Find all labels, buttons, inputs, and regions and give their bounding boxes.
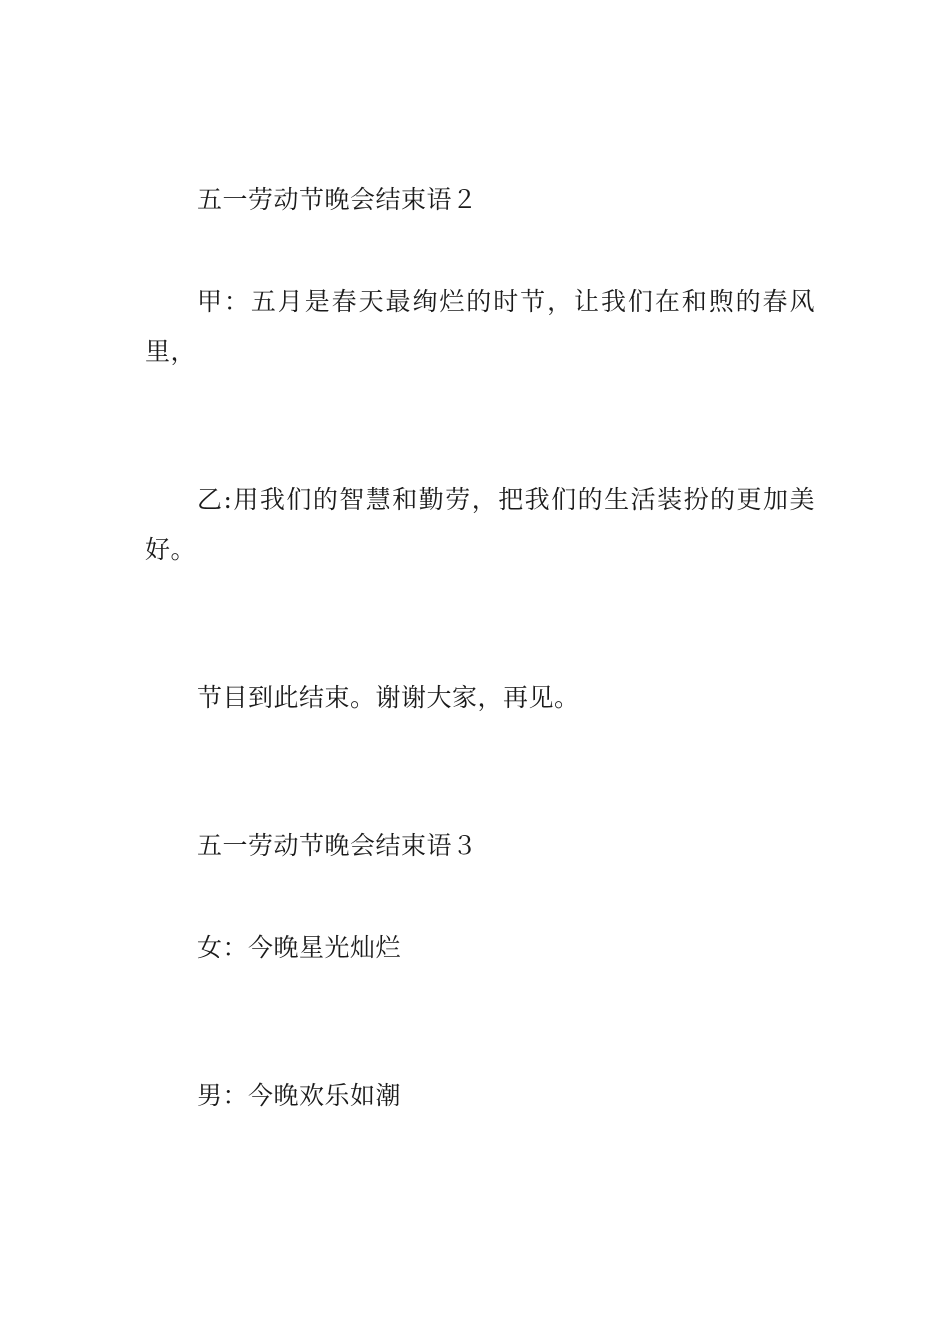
line-female: 女：今晚星光灿烂 (197, 933, 402, 962)
paragraph-closing: 节目到此结束。谢谢大家，再见。 (197, 683, 580, 712)
line-male: 男：今晚欢乐如潮 (197, 1081, 402, 1110)
paragraph-jia: 甲：五月是春天最绚烂的时节，让我们在和煦的春风里， (145, 287, 815, 366)
section-heading-3: 五一劳动节晚会结束语３ (197, 831, 478, 860)
paragraph-yi: 乙:用我们的智慧和勤劳，把我们的生活装扮的更加美好。 (145, 485, 815, 564)
section-heading-2: 五一劳动节晚会结束语２ (197, 185, 478, 214)
